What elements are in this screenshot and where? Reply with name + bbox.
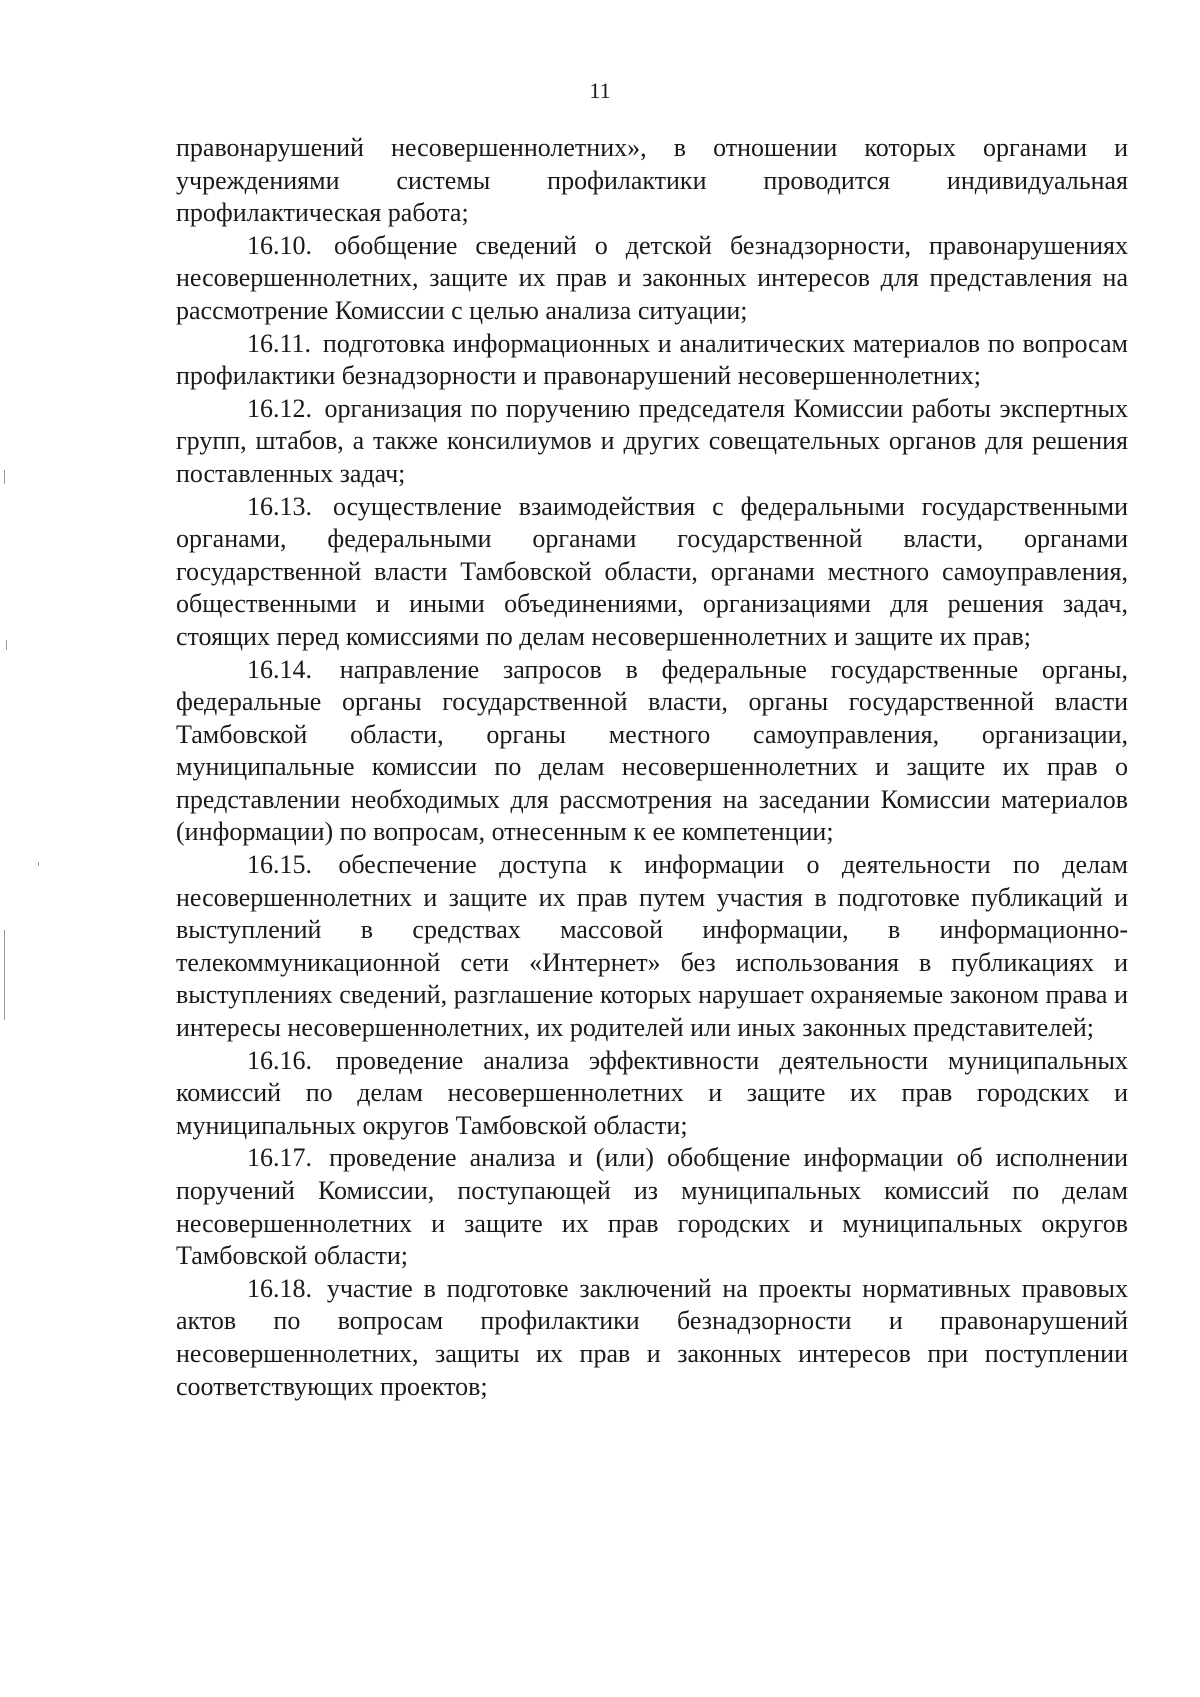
scan-artifact [38, 862, 39, 866]
list-item-16-10 [176, 230, 1128, 328]
list-item-16-17 [176, 1142, 1128, 1272]
paragraph-text: участие в подготовке заключений на проекты нормативных правовых актов по вопросам профилактики безнадзорности и правонарушений несовершеннолетних, защиты их прав и законных интересов при поступлении соответствующих проектов; [176, 1273, 1129, 1401]
item-number: 16.13. [247, 491, 312, 521]
list-item-16-16 [176, 1045, 1128, 1143]
list-item-16-12 [176, 393, 1128, 491]
paragraph-text: правонарушений несовершеннолетних», в отношении которых органами и учреждениями системы профилактики проводится индивидуальная профилактическая работа; [176, 133, 1128, 228]
page-number: 11 [589, 78, 611, 103]
paragraph-text: подготовка информационных и аналитических материалов по вопросам профилактики безнадзорности и правонарушений несовершеннолетних; [176, 328, 1129, 391]
paragraph-text: проведение анализа эффективности деятельности муниципальных комиссий по делам несовершеннолетних и защите их прав городских и муниципальных округов Тамбовской области; [176, 1045, 1129, 1140]
document-body [176, 132, 1128, 1403]
item-number: 16.11. [247, 328, 312, 358]
list-item-16-15 [176, 849, 1128, 1045]
item-number: 16.12. [247, 393, 312, 423]
paragraph-text: обеспечение доступа к информации о деятельности по делам несовершеннолетних и защите их прав путем участия в подготовке публикаций и выступлений в средствах массовой информации, в информационно-телекоммуникационной сети «Интернет» без использования в публикациях и выступлениях сведений, разглашение которых нарушает охраняемые законом права и интересы несовершеннолетних, их родителей или иных законных представителей; [176, 850, 1128, 1043]
list-item-16-13 [176, 491, 1128, 654]
paragraph-text: проведение анализа и (или) обобщение информации об исполнении поручений Комиссии, поступающей из муниципальных комиссий по делам несовершеннолетних и защите их прав городских и муниципальных округов Тамбовской области; [176, 1143, 1129, 1271]
paragraph-text: обобщение сведений о детской безнадзорности, правонарушениях несовершеннолетних, защите их прав и законных интересов для представления на рассмотрение Комиссии с целью анализа ситуации; [176, 230, 1128, 325]
item-number: 16.17. [247, 1143, 312, 1173]
list-item-16-18 [176, 1273, 1128, 1403]
item-number: 16.14. [247, 654, 312, 684]
paragraph-text: осуществление взаимодействия с федеральными государственными органами, федеральными органами государственной власти, органами государственной власти Тамбовской области, органами местного самоуправления, общественными и иными объединениями, организациями для решения задач, стоящих перед комиссиями по делам несовершеннолетних и защите их прав; [176, 491, 1129, 651]
item-number: 16.15. [247, 850, 312, 880]
item-number: 16.10. [247, 230, 312, 260]
list-item-16-14 [176, 654, 1128, 850]
item-number: 16.16. [247, 1045, 312, 1075]
scan-artifact [4, 470, 5, 484]
paragraph-text: направление запросов в федеральные государственные органы, федеральные органы государственной власти, органы государственной власти Тамбовской области, органы местного самоуправления, организации, муниципальные комиссии по делам несовершеннолетних и защите их прав о представлении необходимых для рассмотрения на заседании Комиссии материалов (информации) по вопросам, отнесенным к ее компетенции; [176, 654, 1128, 847]
item-number: 16.18. [247, 1273, 312, 1303]
paragraph-text: организация по поручению председателя Комиссии работы экспертных групп, штабов, а также консилиумов и других совещательных органов для решения поставленных задач; [176, 393, 1128, 488]
list-item-16-11 [176, 328, 1128, 393]
paragraph-continuation [176, 132, 1128, 230]
scan-artifact [6, 640, 7, 650]
scan-artifact [4, 930, 5, 1020]
